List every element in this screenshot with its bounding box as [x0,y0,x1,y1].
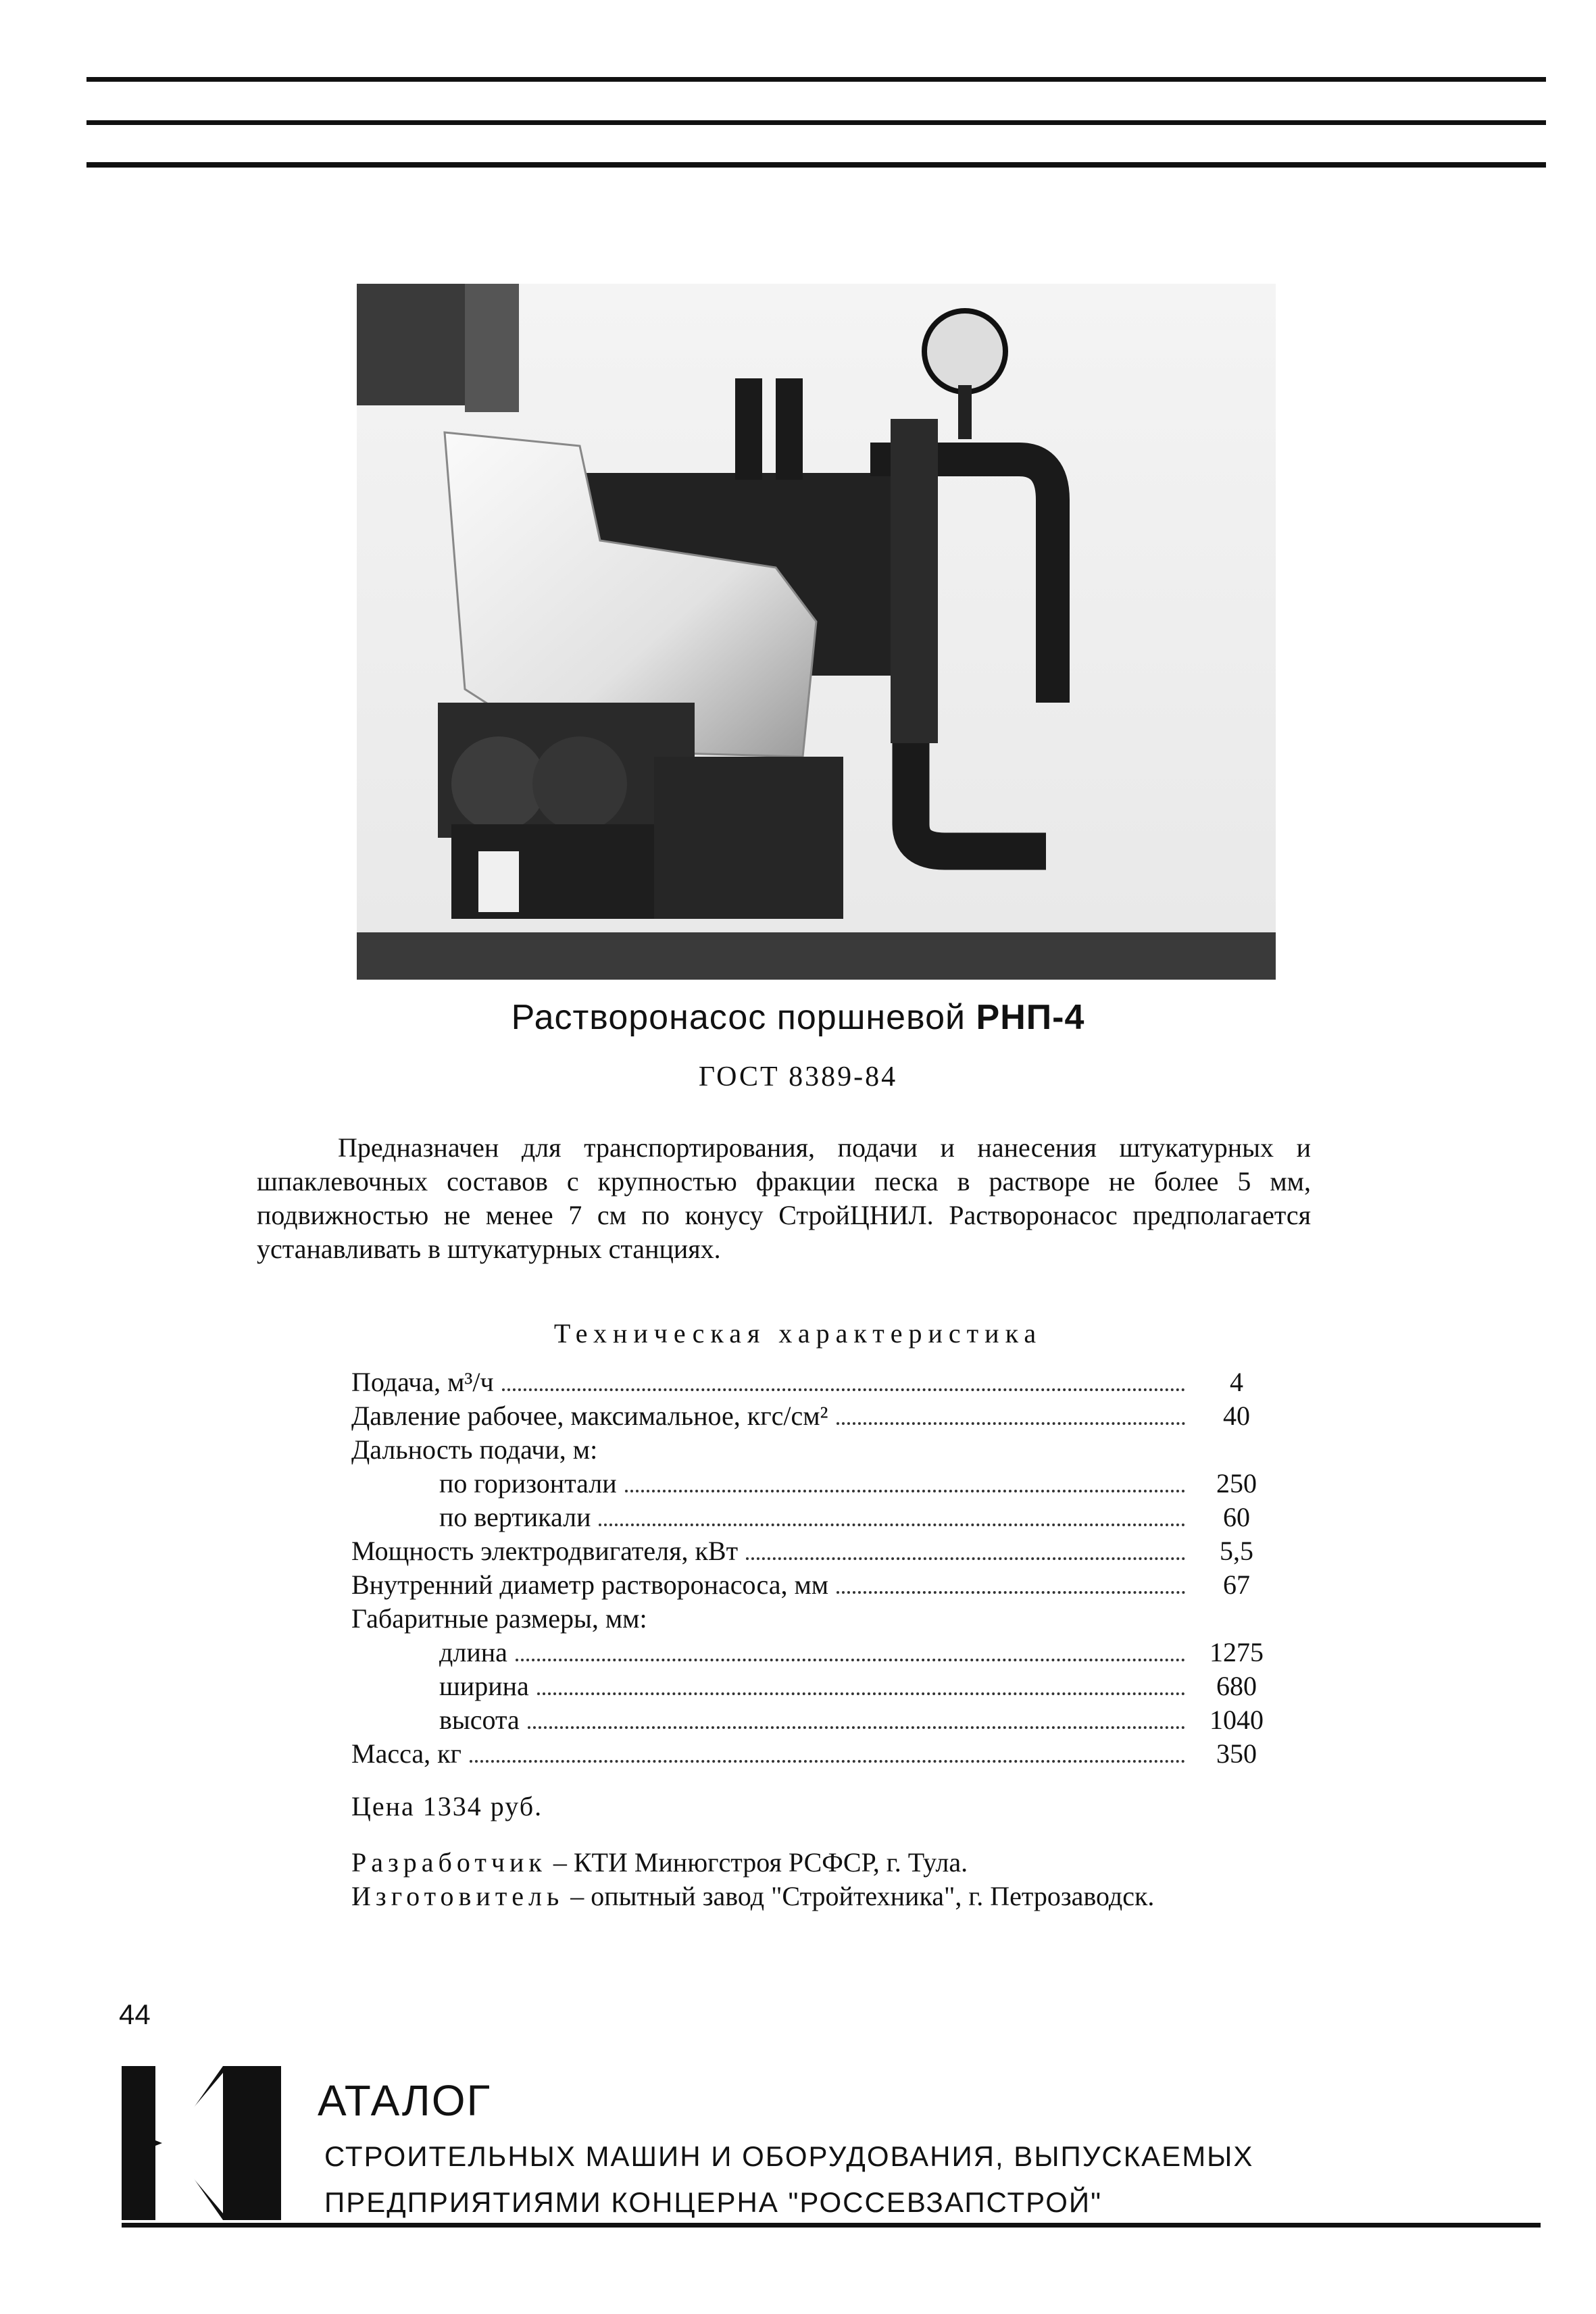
leader-dots [746,1557,1185,1560]
spec-value: 60 [1223,1502,1250,1532]
developer-line [351,1846,1324,1880]
spec-label: Дальность подачи, м: [351,1434,598,1465]
spec-row [351,1636,1277,1670]
leader-dots [528,1726,1185,1729]
manufacturer-text: – опытный завод "Стройтехника", г. Петрозаводск. [564,1881,1155,1911]
spec-group-heading [351,1434,1277,1467]
page-number: 44 [119,1998,151,2030]
spec-label: Масса, кг [351,1738,462,1769]
spec-label: Мощность электродвигателя, кВт [351,1536,739,1566]
spec-value: 40 [1223,1401,1250,1431]
leader-dots [516,1659,1185,1661]
spec-value: 4 [1230,1367,1243,1397]
top-rule-1 [86,77,1546,82]
spec-table [351,1366,1277,1771]
product-description [257,1131,1311,1266]
spec-label: Габаритные размеры, мм: [351,1603,647,1634]
spec-value: 67 [1223,1569,1250,1600]
spec-label: по вертикали [439,1502,591,1532]
spec-row [351,1670,1277,1704]
spec-row [351,1535,1277,1569]
spec-row [351,1738,1277,1771]
leader-dots [837,1422,1185,1425]
spec-value: 1275 [1210,1637,1264,1667]
spec-row [351,1501,1277,1535]
description-text: Предназначен для транспортирования, подачи и нанесения штукатурных и шпаклевочных составов с крупностью фракции песка в растворе не более 5 мм, подвижностью не менее 7 см по конусу СтройЦНИЛ. Растворонасос предполагается устанавливать в штукатурных станциях. [257,1132,1311,1264]
spec-value: 5,5 [1220,1536,1253,1566]
top-rule-2 [86,120,1546,125]
spec-value: 1040 [1210,1705,1264,1735]
leader-dots [837,1591,1185,1594]
product-title-regular: Растворонасос поршневой [511,998,966,1037]
spec-group-heading [351,1603,1277,1636]
spec-label: длина [439,1637,507,1667]
top-rule-3 [86,162,1546,168]
catalog-subtitle-line2: ПРЕДПРИЯТИЯМИ КОНЦЕРНА "РОССЕВЗАПСТРОЙ" [324,2186,1103,2218]
leader-dots [470,1760,1185,1763]
spec-label: Подача, м³/ч [351,1367,494,1397]
spec-label: по горизонтали [439,1468,617,1499]
spec-row [351,1569,1277,1603]
price: Цена 1334 руб. [351,1791,543,1821]
spec-label: Давление рабочее, максимальное, кгс/см² [351,1401,828,1431]
spec-label: высота [439,1705,520,1735]
catalog-k-logo [122,2066,281,2220]
spec-value: 680 [1216,1671,1257,1701]
manufacturer-label: Изготовитель [351,1881,564,1911]
spec-label: ширина [439,1671,529,1701]
leader-dots [502,1388,1185,1391]
developer-label: Разработчик [351,1847,547,1878]
leader-dots [537,1692,1185,1695]
bottom-rule [122,2223,1541,2228]
producer-info [351,1846,1324,1913]
spec-row [351,1704,1277,1738]
gost-standard: ГОСТ 8389-84 [698,1061,898,1092]
leader-dots [599,1524,1185,1526]
catalog-subtitle-line1: СТРОИТЕЛЬНЫХ МАШИН И ОБОРУДОВАНИЯ, ВЫПУСКАЕМЫХ [324,2140,1254,2172]
product-title [0,997,1596,1038]
catalog-title: АТАЛОГ [318,2076,492,2125]
spec-heading: Техническая характеристика [553,1318,1043,1349]
spec-value: 350 [1216,1738,1257,1769]
pump-photo [357,284,1276,980]
spec-row [351,1467,1277,1501]
leader-dots [625,1490,1185,1492]
developer-text: – КТИ Минюгстроя РСФСР, г. Тула. [546,1847,968,1878]
product-model: РНП-4 [976,998,1085,1037]
manufacturer-line [351,1880,1324,1913]
spec-label: Внутренний диаметр растворонасоса, мм [351,1569,829,1600]
spec-row [351,1366,1277,1400]
spec-row [351,1400,1277,1434]
spec-value: 250 [1216,1468,1257,1499]
